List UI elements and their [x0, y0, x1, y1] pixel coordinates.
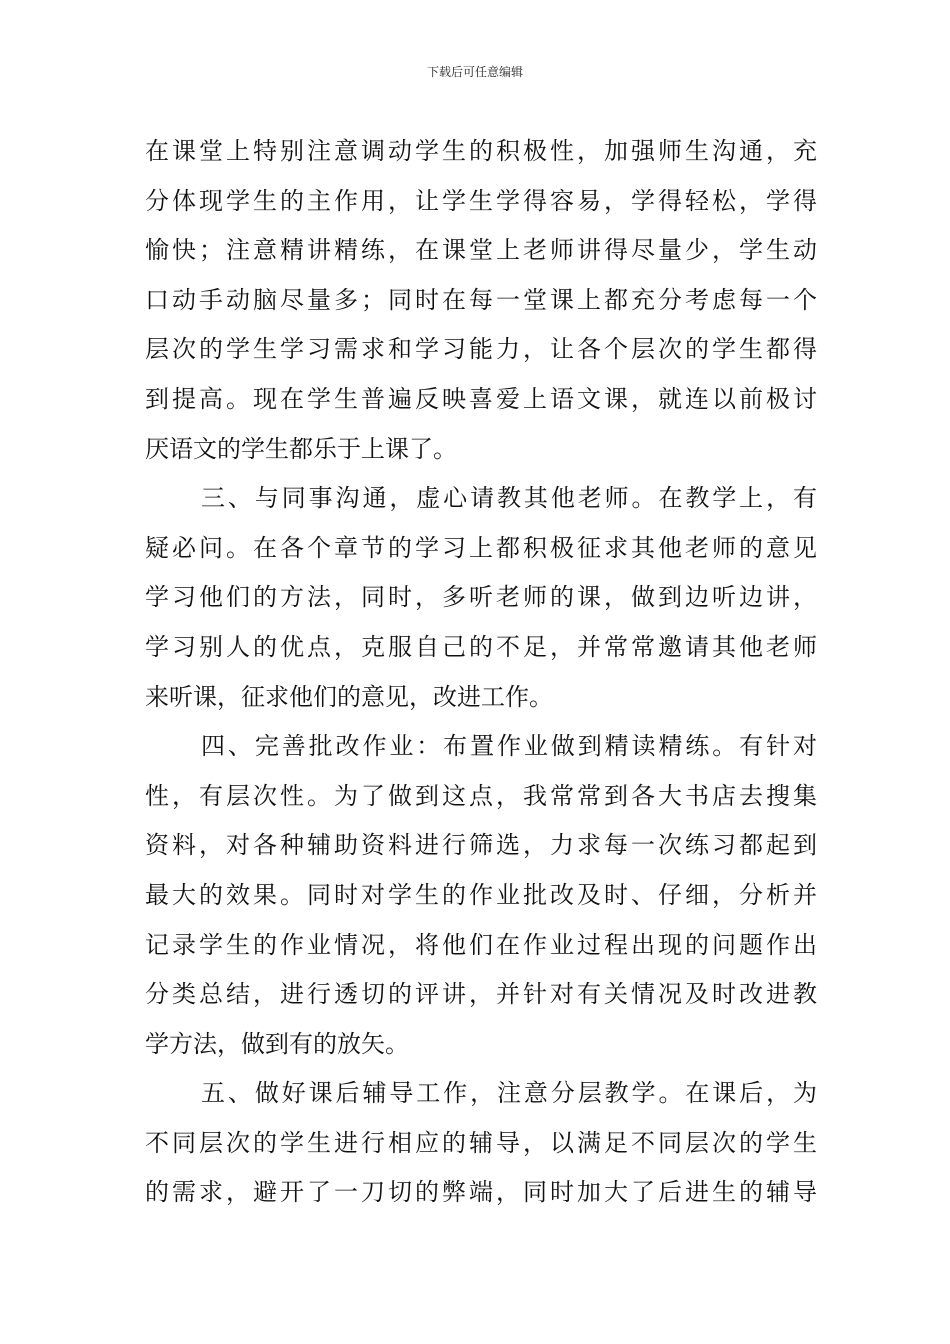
text-line: 到提高。现在学生普遍反映喜爱上语文课，就连以前极讨: [145, 384, 817, 413]
text-line: 最大的效果。同时对学生的作业批改及时、仔细，分析并: [145, 880, 817, 909]
page-header: 下载后可任意编辑: [426, 65, 523, 79]
text-line: 来听课，征求他们的意见，改进工作。: [145, 682, 553, 711]
document-body: [145, 127, 817, 1218]
text-line: 厌语文的学生都乐于上课了。: [145, 434, 457, 463]
text-line: 在课堂上特别注意调动学生的积极性，加强师生沟通，充: [145, 137, 817, 165]
text-line: 资料，对各种辅助资料进行筛选，力求每一次练习都起到: [145, 831, 817, 860]
text-line: 分类总结，进行透切的评讲，并针对有关情况及时改进教: [145, 980, 817, 1009]
paragraph-first-line: 五、做好课后辅导工作，注意分层教学。在课后，为: [201, 1079, 817, 1108]
text-line: 疑必问。在各个章节的学习上都积极征求其他老师的意见: [145, 533, 817, 562]
text-line: 学方法，做到有的放矢。: [145, 1029, 409, 1058]
text-line: 愉快；注意精讲精练，在课堂上老师讲得尽量少，学生动: [145, 236, 817, 265]
text-line: 记录学生的作业情况，将他们在作业过程出现的问题作出: [145, 930, 817, 959]
text-line: 学习他们的方法，同时，多听老师的课，做到边听边讲，: [145, 583, 817, 612]
paragraph-first-line: 四、完善批改作业：布置作业做到精读精练。有针对: [201, 732, 817, 761]
text-line: 口动手动脑尽量多；同时在每一堂课上都充分考虑每一个: [145, 285, 817, 314]
text-line: 层次的学生学习需求和学习能力，让各个层次的学生都得: [145, 335, 817, 364]
paragraph-first-line: 三、与同事沟通，虚心请教其他老师。在教学上，有: [201, 484, 817, 513]
text-line: 分体现学生的主作用，让学生学得容易，学得轻松，学得: [145, 186, 817, 215]
text-line: 的需求，避开了一刀切的弊端，同时加大了后进生的辅导: [145, 1178, 817, 1207]
text-line: 不同层次的学生进行相应的辅导，以满足不同层次的学生: [145, 1128, 817, 1157]
text-line: 性，有层次性。为了做到这点，我常常到各大书店去搜集: [145, 781, 817, 810]
text-line: 学习别人的优点，克服自己的不足，并常常邀请其他老师: [145, 632, 817, 661]
